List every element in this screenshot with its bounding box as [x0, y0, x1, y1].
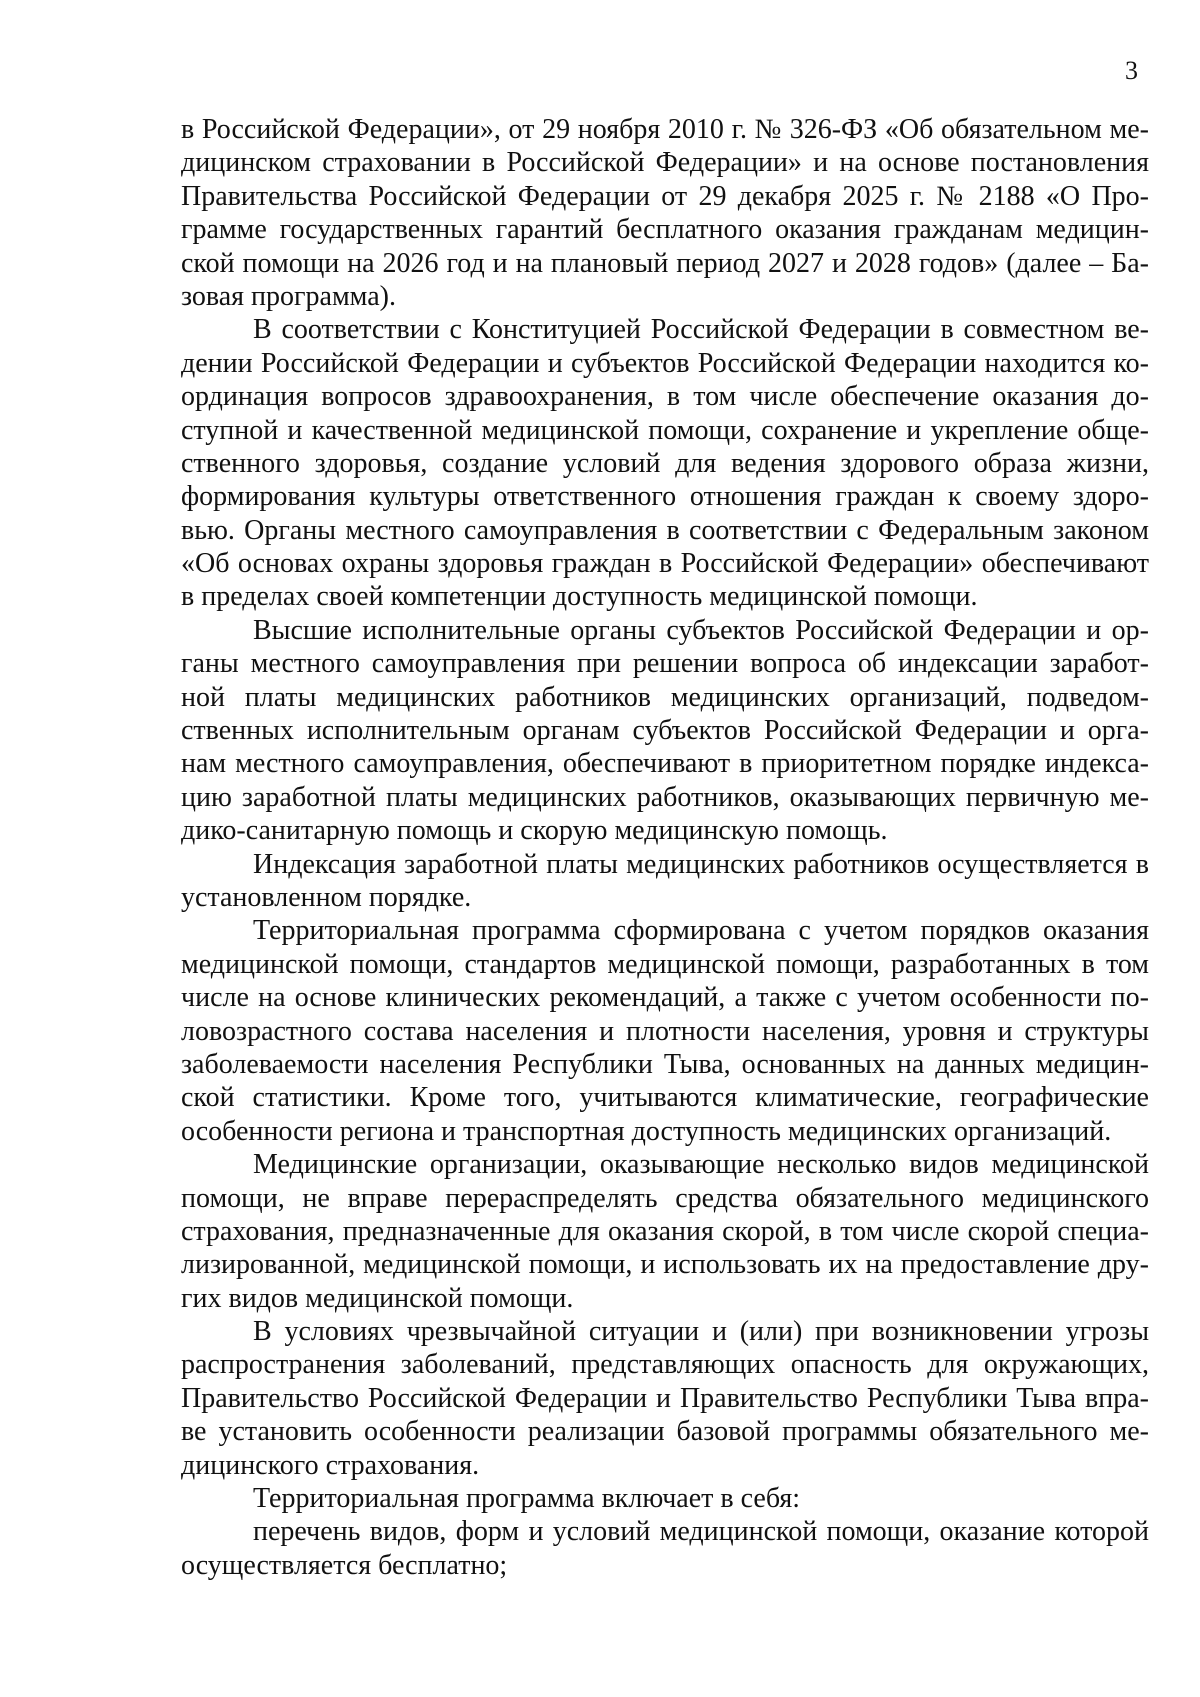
text-line: особенности региона и транспортная доступность медицинских организаций.	[181, 1115, 1112, 1147]
page-number: 3	[1125, 56, 1138, 85]
text-line: установленном порядке.	[181, 881, 472, 913]
text-line: заболеваемости населения Республики Тыва, основанных на данных медицин-	[181, 1048, 1149, 1080]
text-line: В соответствии с Конституцией Российской Федерации в совместном ве-	[253, 314, 1149, 346]
document-body	[181, 113, 1149, 1582]
text-line: дении Российской Федерации и субъектов Российской Федерации находится ко-	[181, 347, 1149, 379]
text-line: ственных исполнительным органам субъектов Российской Федерации и орга-	[181, 715, 1149, 747]
text-line: медицинской помощи, стандартов медицинской помощи, разработанных в том	[181, 948, 1149, 980]
text-line: лизированной, медицинской помощи, и использовать их на предоставление дру-	[181, 1249, 1149, 1281]
text-line: Территориальная программа сформирована с учетом порядков оказания	[253, 915, 1149, 947]
text-line: страхования, предназначенные для оказания скорой, в том числе скорой специа-	[181, 1215, 1149, 1247]
text-line: гих видов медицинской помощи.	[181, 1282, 574, 1314]
text-line: в Российской Федерации», от 29 ноября 2010 г. № 326-ФЗ «Об обязательном ме-	[181, 114, 1149, 145]
text-line: нам местного самоуправления, обеспечивают в приоритетном порядке индекса-	[181, 748, 1149, 780]
text-line: перечень видов, форм и условий медицинской помощи, оказание которой	[253, 1516, 1149, 1548]
text-line: числе на основе клинических рекомендаций, а также с учетом особенности по-	[181, 982, 1149, 1014]
text-line: Медицинские организации, оказывающие несколько видов медицинской	[253, 1149, 1149, 1181]
text-line: Правительство Российской Федерации и Правительство Республики Тыва впра-	[181, 1382, 1149, 1414]
text-line: Индексация заработной платы медицинских работников осуществляется в	[253, 848, 1149, 880]
text-line: формирования культуры ответственного отношения граждан к своему здоро-	[181, 481, 1149, 513]
text-line: грамме государственных гарантий бесплатного оказания гражданам медицин-	[181, 214, 1149, 246]
text-line: дицинском страховании в Российской Федерации» и на основе постановления	[181, 147, 1149, 179]
text-line: распространения заболеваний, представляющих опасность для окружающих,	[181, 1349, 1149, 1381]
text-line: ступной и качественной медицинской помощи, сохранение и укрепление обще-	[181, 414, 1149, 446]
text-line: зовая программа).	[181, 280, 396, 312]
text-line: помощи, не вправе перераспределять средства обязательного медицинского	[181, 1182, 1149, 1214]
text-line: дико-санитарную помощь и скорую медицинскую помощь.	[181, 815, 888, 847]
text-line: цию заработной платы медицинских работников, оказывающих первичную ме-	[181, 781, 1149, 813]
text-line: ской помощи на 2026 год и на плановый период 2027 и 2028 годов» (далее – Ба-	[181, 247, 1149, 279]
text-line: ственного здоровья, создание условий для ведения здорового образа жизни,	[181, 447, 1149, 479]
text-line: В условиях чрезвычайной ситуации и (или) при возникновении угрозы	[253, 1316, 1149, 1348]
text-line: ной платы медицинских работников медицинских организаций, подведом-	[181, 681, 1149, 713]
text-line: «Об основах охраны здоровья граждан в Российской Федерации» обеспечивают	[181, 548, 1149, 580]
text-line: ганы местного самоуправления при решении вопроса об индексации заработ-	[181, 648, 1149, 680]
text-line: осуществляется бесплатно;	[181, 1549, 508, 1581]
text-line: дицинского страхования.	[181, 1449, 480, 1481]
text-line: Правительства Российской Федерации от 29 декабря 2025 г. № 2188 «О Про-	[181, 180, 1149, 212]
text-line: Высшие исполнительные органы субъектов Российской Федерации и ор-	[253, 614, 1149, 646]
text-line: Территориальная программа включает в себя:	[253, 1483, 801, 1515]
text-line: ве установить особенности реализации базовой программы обязательного ме-	[181, 1416, 1149, 1448]
text-line: вью. Органы местного самоуправления в соответствии с Федеральным законом	[181, 514, 1149, 546]
text-line: ской статистики. Кроме того, учитываются климатические, географические	[181, 1082, 1149, 1114]
text-line: в пределах своей компетенции доступность медицинской помощи.	[181, 581, 978, 613]
text-line: ординация вопросов здравоохранения, в том числе обеспечение оказания до-	[181, 381, 1149, 413]
text-line: ловозрастного состава населения и плотности населения, уровня и структуры	[181, 1015, 1149, 1047]
